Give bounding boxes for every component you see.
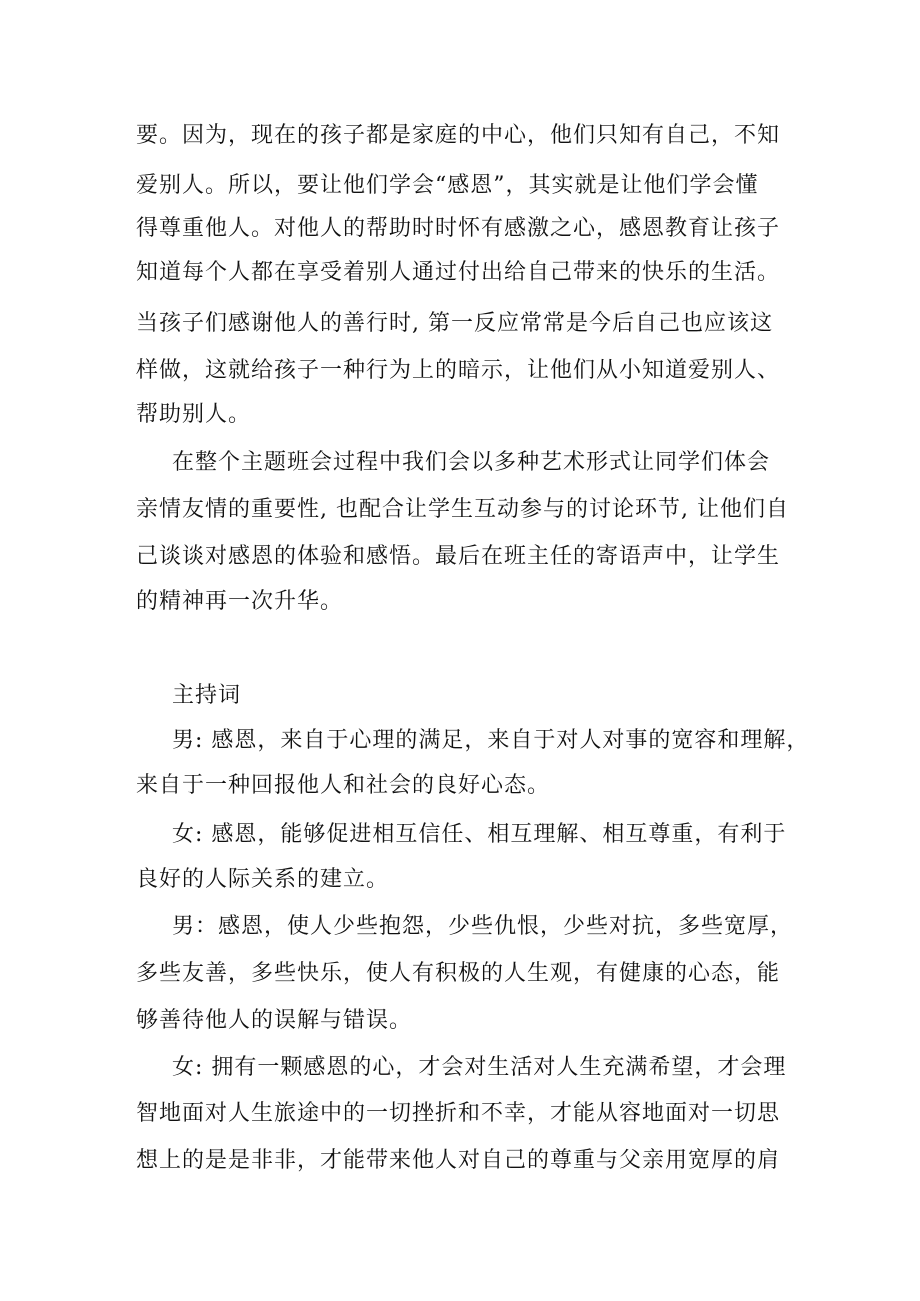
paragraph-line: 己谈谈对感恩的体验和感悟。最后在班主任的寄语声中，让学生 (136, 544, 781, 569)
dialogue-line: 女: 拥有一颗感恩的心，才会对生活对人生充满希望，才会理 (172, 1055, 787, 1080)
dialogue-line: 男: 感恩，来自于心理的满足，来自于对人对事的宽容和理解， (172, 728, 810, 753)
paragraph-line: 知道每个人都在享受着别人通过付出给自己带来的快乐的生活。 (136, 260, 781, 285)
dialogue-line: 够善待他人的误解与错误。 (136, 1008, 413, 1033)
dialogue-line: 多些友善，多些快乐，使人有积极的人生观，有健康的心态，能 (136, 961, 781, 986)
dialogue-line: 想上的是是非非，才能带来他人对自己的尊重与父亲用宽厚的肩 (136, 1148, 781, 1173)
dialogue-line: 良好的人际关系的建立。 (136, 867, 390, 892)
dialogue-line: 智地面对人生旅途中的一切挫折和不幸，才能从容地面对一切思 (136, 1101, 781, 1126)
dialogue-line: 来自于一种回报他人和社会的良好心态。 (136, 773, 551, 798)
dialogue-line: 女: 感恩，能够促进相互信任、相互理解、相互尊重，有利于 (172, 822, 787, 847)
paragraph-line: 要。因为，现在的孩子都是家庭的中心，他们只知有自己，不知 (136, 123, 781, 148)
paragraph-line: 在整个主题班会过程中我们会以多种艺术形式让同学们体会 (172, 450, 771, 475)
paragraph-line: 帮助别人。 (136, 402, 252, 427)
paragraph-line: 爱别人。所以，要让他们学会“感恩”，其实就是让他们学会懂 (136, 173, 759, 198)
paragraph-line: 的精神再一次升华。 (136, 589, 344, 614)
paragraph-line: 得尊重他人。对他人的帮助时时怀有感激之心，感恩教育让孩子 (136, 216, 781, 241)
paragraph-line: 亲情友情的重要性, 也配合让学生互动参与的讨论环节, 让他们自 (136, 497, 789, 522)
paragraph-line: 当孩子们感谢他人的善行时, 第一反应常常是今后自己也应该这 (136, 311, 773, 336)
paragraph-line: 样做，这就给孩子一种行为上的暗示，让他们从小知道爱别人、 (136, 358, 781, 383)
section-title: 主持词 (172, 683, 242, 708)
dialogue-line: 男：感恩，使人少些抱怨，少些仇恨，少些对抗，多些宽厚， (172, 914, 794, 939)
